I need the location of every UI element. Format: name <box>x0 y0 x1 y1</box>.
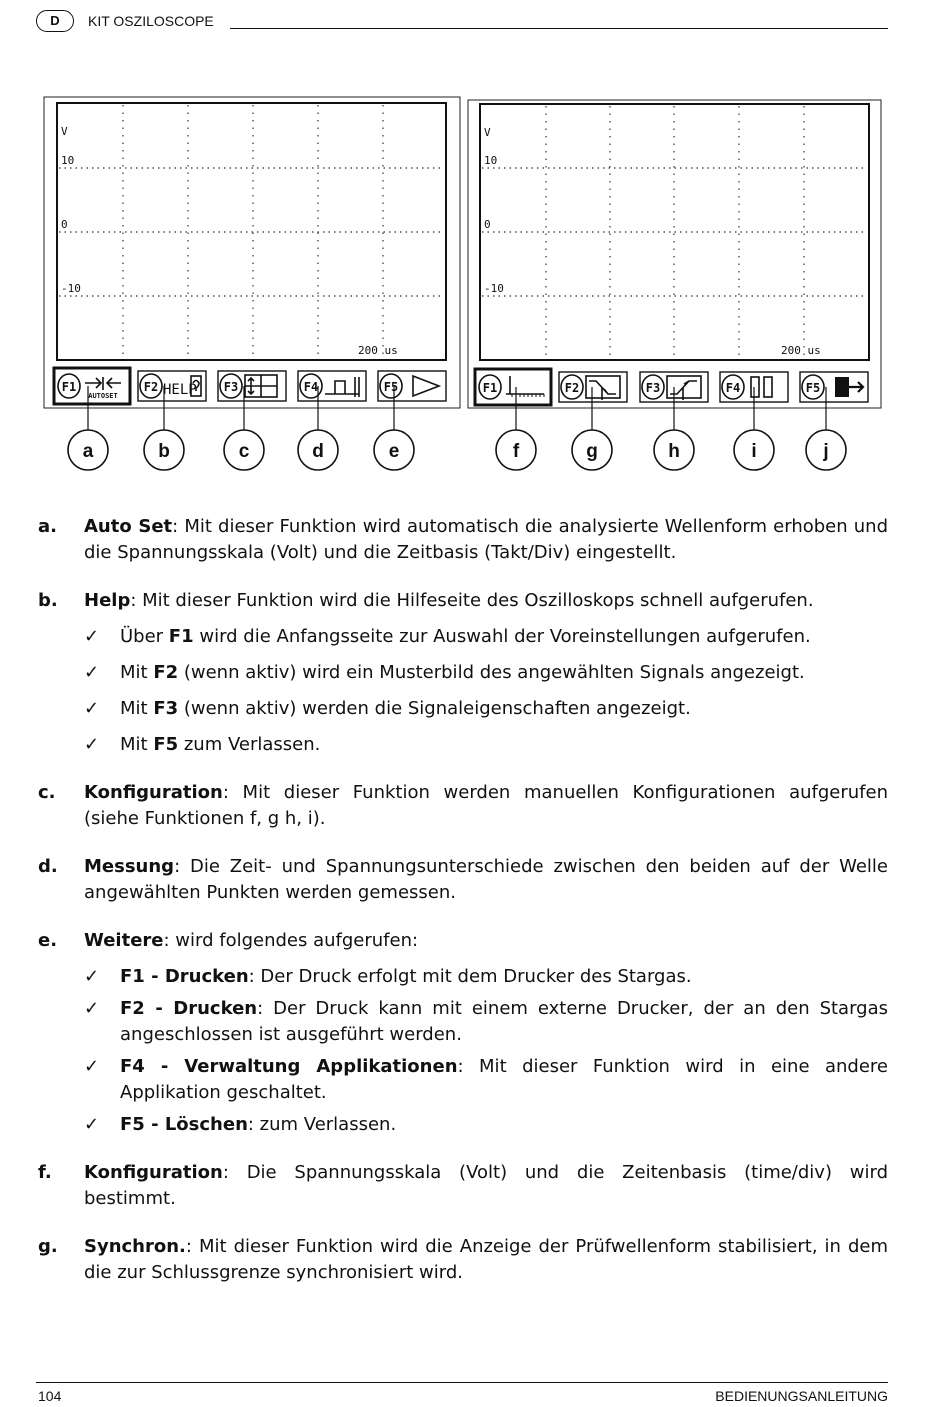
function-item <box>38 514 888 566</box>
oscilloscope-screen <box>468 100 881 470</box>
check-mark-icon: ✓ <box>84 1114 100 1135</box>
function-item <box>38 588 888 758</box>
function-key-f1-button[interactable] <box>475 369 551 405</box>
sub-item-prefix: Mit <box>120 734 154 755</box>
check-mark-icon: ✓ <box>84 1056 100 1077</box>
sub-item-paragraph <box>120 964 888 990</box>
item-term: Synchron. <box>84 1236 186 1257</box>
sub-item-text: zum Verlassen. <box>178 734 321 755</box>
item-letter: d. <box>38 856 58 877</box>
sub-item-text: : Mit dieser Funktion wird in eine andere Applikation geschaltet. <box>120 1056 888 1103</box>
y-unit-label: V <box>484 126 491 139</box>
sub-item-text: (wenn aktiv) werden die Signaleigenschaften angezeigt. <box>178 698 691 719</box>
sub-item-term: F1 <box>168 626 194 647</box>
callout-letter: c <box>238 441 250 462</box>
autoset-sub-label: AUTOSET <box>88 392 118 400</box>
sub-item <box>84 1054 888 1106</box>
item-text: : Die Spannungsskala (Volt) und die Zeitenbasis (time/div) wird bestimmt. <box>84 1162 888 1209</box>
function-key-f2-button[interactable] <box>138 371 206 401</box>
oscilloscope-screens <box>0 0 950 480</box>
item-letter: g. <box>38 1236 58 1257</box>
callout-letter: e <box>388 441 400 462</box>
key-label: F5 <box>805 381 821 395</box>
footer-label: BEDIENUNGSANLEITUNG <box>715 1388 888 1404</box>
check-mark-icon: ✓ <box>84 734 100 755</box>
sub-item-paragraph <box>120 696 888 722</box>
sub-item-paragraph <box>120 1112 888 1138</box>
sub-item-text: (wenn aktiv) wird ein Musterbild des angewählten Signals angezeigt. <box>178 662 805 683</box>
callout-letter: f <box>512 441 520 462</box>
y-tick-label: 0 <box>61 218 68 231</box>
item-paragraph <box>84 514 888 566</box>
sub-item-term: F4 - Verwaltung Applikationen <box>120 1056 458 1077</box>
sub-item <box>84 660 888 686</box>
sub-item <box>84 964 888 990</box>
sub-item-text: : Der Druck kann mit einem externe Drucker, der an den Stargas angeschlossen ist ausgeführt werden. <box>120 998 888 1045</box>
sub-item-paragraph <box>120 624 888 650</box>
key-label: F3 <box>223 380 239 394</box>
sub-item-prefix: Mit <box>120 698 154 719</box>
sub-item-text: wird die Anfangsseite zur Auswahl der Voreinstellungen aufgerufen. <box>193 626 811 647</box>
timebase-label: 200 us <box>358 344 398 357</box>
function-key-f1-button[interactable] <box>54 368 130 404</box>
page-number: 104 <box>38 1388 62 1404</box>
sub-item-paragraph <box>120 732 888 758</box>
key-label: F4 <box>725 381 741 395</box>
sub-item-prefix: Mit <box>120 662 154 683</box>
y-tick-label: 10 <box>484 154 498 167</box>
function-key-f5-button[interactable] <box>378 371 446 401</box>
help-label: HELP <box>163 382 197 398</box>
callout-letter: i <box>751 441 757 462</box>
item-paragraph <box>84 1160 888 1212</box>
item-letter: c. <box>38 782 56 803</box>
item-text: : Mit dieser Funktion werden manuellen Konfigurationen aufgerufen (siehe Funktionen f, g h, i). <box>84 782 888 829</box>
function-key-f5-button[interactable] <box>800 372 868 402</box>
check-mark-icon: ✓ <box>84 662 100 683</box>
timebase-label: 200 us <box>781 344 821 357</box>
key-label: F4 <box>303 380 319 394</box>
sub-item-text: : zum Verlassen. <box>247 1114 397 1135</box>
item-term: Auto Set <box>84 516 173 537</box>
item-text: : Mit dieser Funktion wird die Hilfeseite des Oszilloskops schnell aufgerufen. <box>130 590 814 611</box>
item-letter: f. <box>38 1162 52 1183</box>
sub-item <box>84 624 888 650</box>
item-paragraph <box>84 854 888 906</box>
function-item <box>38 854 888 906</box>
function-key-f4-button[interactable] <box>298 371 366 401</box>
y-unit-label: V <box>61 125 68 138</box>
key-label: F2 <box>564 381 580 395</box>
item-letter: a. <box>38 516 57 537</box>
check-mark-icon: ✓ <box>84 966 100 987</box>
item-term: Konfiguration <box>84 782 223 803</box>
screens-figure <box>0 0 950 480</box>
sub-item-term: F1 - Drucken <box>120 966 249 987</box>
item-term: Weitere <box>84 930 164 951</box>
sub-item-term: F2 - Drucken <box>120 998 258 1019</box>
function-key-f3-button[interactable] <box>218 371 286 401</box>
key-label: F1 <box>61 380 77 394</box>
item-letter: b. <box>38 590 58 611</box>
callout-letter: b <box>158 441 170 462</box>
y-tick-label: 10 <box>61 154 75 167</box>
callout-letter: a <box>82 441 94 462</box>
item-paragraph <box>84 780 888 832</box>
check-mark-icon: ✓ <box>84 626 100 647</box>
key-label: F1 <box>482 381 498 395</box>
sub-item-paragraph <box>120 1054 888 1106</box>
item-text: : Die Zeit- und Spannungsunterschiede zwischen den beiden auf der Welle angewählten Punkten werden gemessen. <box>84 856 888 903</box>
key-label: F3 <box>645 381 661 395</box>
item-term: Konfiguration <box>84 1162 223 1183</box>
sub-item <box>84 732 888 758</box>
function-descriptions <box>38 514 888 1308</box>
item-text: : Mit dieser Funktion wird die Anzeige der Prüfwellenform stabilisiert, in dem die zur Schlussgrenze synchronisiert wird. <box>84 1236 888 1283</box>
sub-item <box>84 996 888 1048</box>
sub-item <box>84 696 888 722</box>
callout-letter: d <box>312 441 324 462</box>
function-item <box>38 780 888 832</box>
oscilloscope-screen <box>44 97 460 470</box>
sub-item-paragraph <box>120 996 888 1048</box>
sub-item-term: F5 <box>153 734 179 755</box>
item-term: Messung <box>84 856 175 877</box>
document-title: KIT OSZILOSCOPE <box>88 13 214 29</box>
sub-item-paragraph <box>120 660 888 686</box>
item-text: : wird folgendes aufgerufen: <box>163 930 419 951</box>
sub-item-term: F2 <box>153 662 179 683</box>
item-paragraph <box>84 1234 888 1286</box>
sub-item-term: F5 - Löschen <box>120 1114 248 1135</box>
item-paragraph <box>84 928 888 954</box>
item-term: Help <box>84 590 131 611</box>
language-badge: D <box>36 10 74 32</box>
key-label: F2 <box>143 380 159 394</box>
callout-letter: h <box>668 441 680 462</box>
sub-item-prefix: Über <box>120 626 169 647</box>
page-footer <box>36 1382 888 1406</box>
y-tick-label: -10 <box>61 282 81 295</box>
function-item <box>38 1234 888 1286</box>
item-paragraph <box>84 588 888 614</box>
footer-rule <box>36 1382 888 1383</box>
callout-letter: j <box>823 441 829 462</box>
sub-item-term: F3 <box>153 698 179 719</box>
function-item <box>38 1160 888 1212</box>
sub-item-text: : Der Druck erfolgt mit dem Drucker des Stargas. <box>248 966 692 987</box>
function-item <box>38 928 888 1138</box>
function-key-f2-button[interactable] <box>559 372 627 402</box>
item-letter: e. <box>38 930 58 951</box>
item-text: : Mit dieser Funktion wird automatisch die analysierte Wellenform erhoben und die Spannungsskala (Volt) und die Zeitbasis (Takt/Div) eingestellt. <box>84 516 889 563</box>
sub-item <box>84 1112 888 1138</box>
callout-letter: g <box>586 441 598 462</box>
y-tick-label: -10 <box>484 282 504 295</box>
check-mark-icon: ✓ <box>84 998 100 1019</box>
y-tick-label: 0 <box>484 218 491 231</box>
key-label: F5 <box>383 380 399 394</box>
check-mark-icon: ✓ <box>84 698 100 719</box>
